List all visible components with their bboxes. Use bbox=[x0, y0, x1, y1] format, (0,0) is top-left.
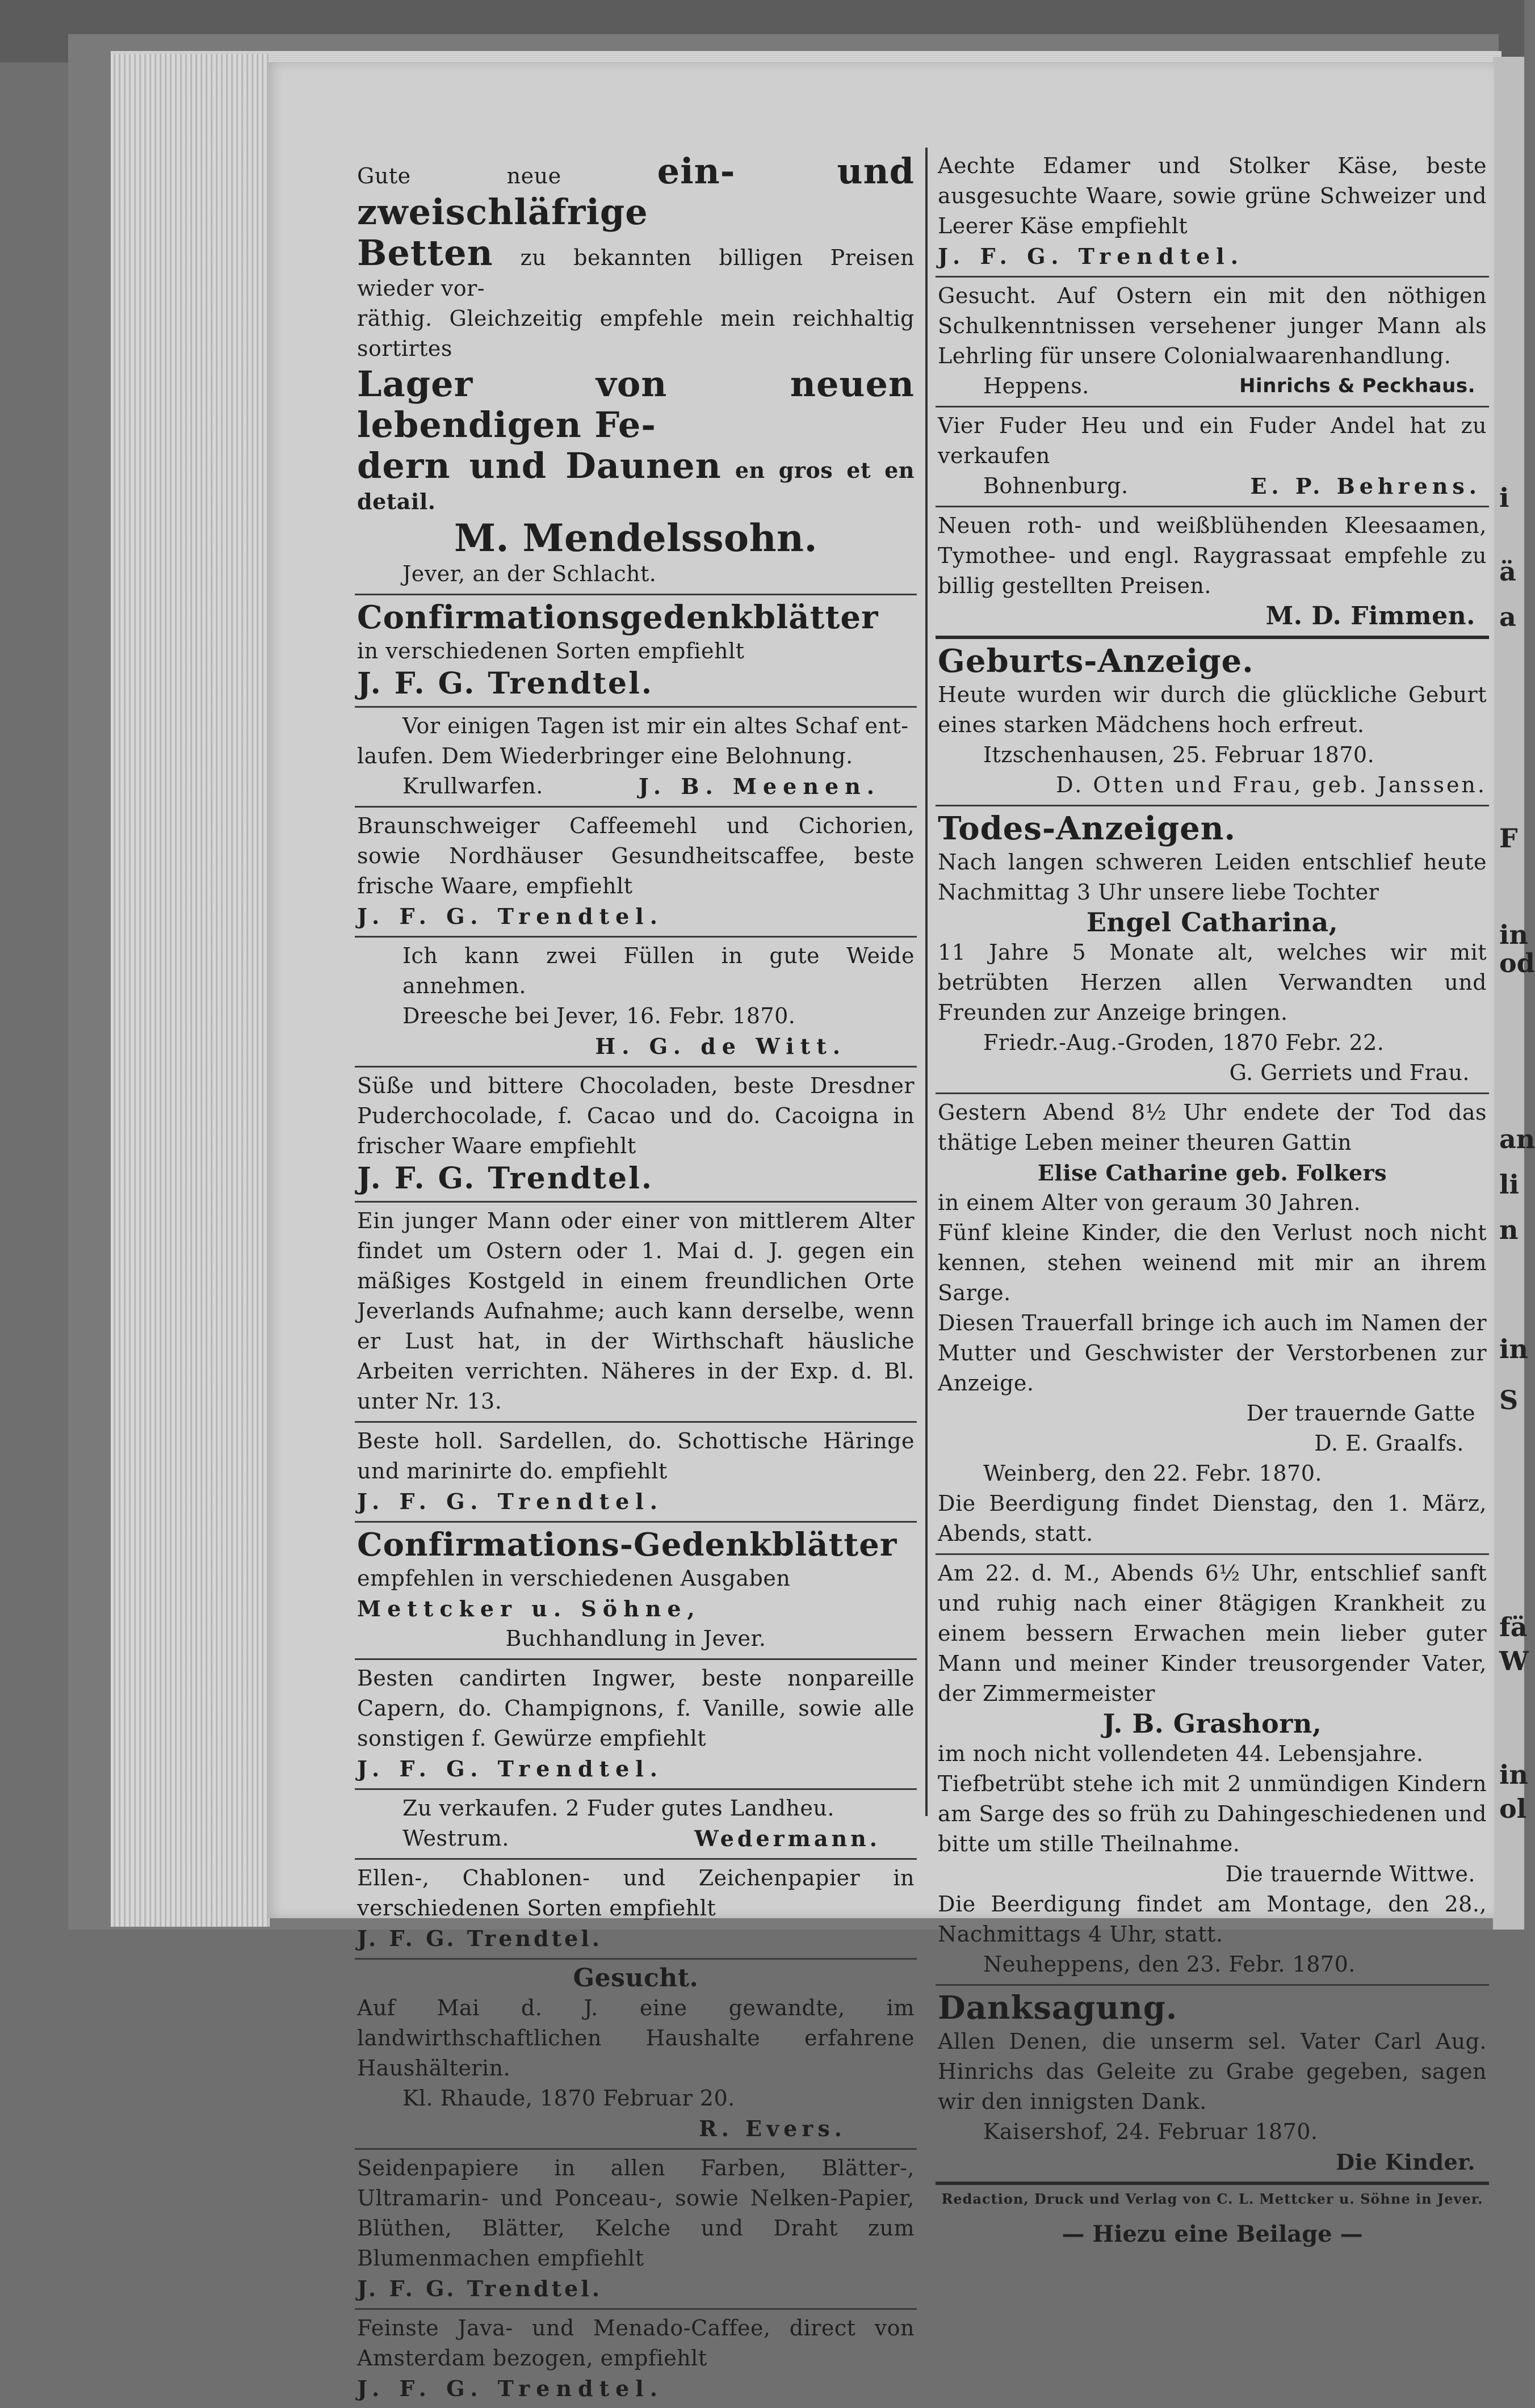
signature: H. G. de Witt. bbox=[595, 1033, 846, 1059]
ad-sardines: Beste holl. Sardellen, do. Schottische Häringe und marinirte do. empfiehlt J. F. G. Trendtel. bbox=[355, 1423, 917, 1523]
notice-death-2: Gestern Abend 8½ Uhr endete der Tod das thätige Leben meiner theuren Gattin Elise Catharine geb. Folkers in einem Alter von geraum 30 Jahren. Fünf kleine Kinder, die den Verlust noch nicht kennen, stehen weinend mit mir an ihrem Sarge. Diesen Trauerfall bringe ich auch im Namen der Mutter und Geschwister der Verstorbenen zur Anzeige. Der trauernde Gatte D. E. Graalfs. Weinberg, den 22. Febr. 1870. Die Beerdigung findet Dienstag, den 1. März, Abends, statt. bbox=[936, 1094, 1489, 1555]
fragment: od bbox=[1499, 948, 1535, 978]
left-column bbox=[355, 148, 917, 2408]
signature: D. E. Graalfs. bbox=[1314, 1431, 1464, 1456]
fragment: F bbox=[1499, 823, 1518, 854]
fragment: n bbox=[1499, 1214, 1519, 1245]
fragment: in bbox=[1499, 919, 1528, 950]
ad-hay-for-sale: Vier Fuder Heu und ein Fuder Andel hat zu verkaufen Bohnenburg. E. P. Behrens. bbox=[936, 407, 1489, 507]
adjacent-page-fragments bbox=[1496, 102, 1535, 1930]
signature: D. Otten und Frau, geb. Janssen. bbox=[1056, 772, 1487, 797]
notice-death-3: Am 22. d. M., Abends 6½ Uhr, entschlief sanft und ruhig nach einer 8tägigen Krankheit zu einem bessern Erwachen mein lieber guter Mann und meiner Kinder treusorgender Vater, der Zimmermeister J. B. Grashorn, im noch nicht vollendeten 44. Lebensjahre. Tiefbetrübt stehe ich mit 2 unmündigen Kindern am Sarge des so früh zu Dahingeschiedenen und bitte um stille Theilnahme. Die trauernde Wittwe. Die Beerdigung findet am Montage, den 28., Nachmittags 4 Uhr, statt. Neuheppens, den 23. Febr. 1870. bbox=[936, 1555, 1489, 1986]
ad-hay-sale: Zu verkaufen. 2 Fuder gutes Landheu. Westrum. Wedermann. bbox=[355, 1790, 917, 1860]
signature: M. D. Fimmen. bbox=[1265, 602, 1475, 631]
right-column bbox=[936, 148, 1489, 2270]
notice-birth: Geburts-Anzeige. Heute wurden wir durch die glückliche Geburt eines starken Mädchens hoch erfreut. Itzschenhausen, 25. Februar 1870. D. Otten und Frau, geb. Janssen. bbox=[936, 639, 1489, 806]
signature: J. F. G. Trendtel. bbox=[357, 666, 653, 701]
ad-confirmation-cards-2: Confirmations-Gedenkblätter empfehlen in verschiedenen Ausgaben Mettcker u. Söhne, Buchhandlung in Jever. bbox=[355, 1523, 917, 1660]
ad-confirmation-cards: Confirmationsgedenkblätter in verschiedenen Sorten empfiehlt J. F. G. Trendtel. bbox=[355, 595, 917, 708]
signature: J. F. G. Trendtel. bbox=[357, 1926, 602, 1951]
ad-lost-sheep: Vor einigen Tagen ist mir ein altes Schaf ent- laufen. Dem Wiederbringer eine Belohnung. Krullwarfen. J. B. Meenen. bbox=[355, 708, 917, 808]
fragment: in bbox=[1499, 1334, 1528, 1364]
ad-tissue-paper: Seidenpapiere in allen Farben, Blätter-, Ultramarin- und Ponceau-, sowie Nelken-Papier, Blüthen, Blätter, Kelche und Draht zum Blumenmachen empfiehlt J. F. G. Trendtel. bbox=[355, 2150, 917, 2310]
signature: J. F. G. Trendtel. bbox=[357, 2376, 664, 2401]
signature: G. Gerriets und Frau. bbox=[1229, 1060, 1470, 1085]
fragment: ol bbox=[1499, 1793, 1527, 1824]
signature: Die Kinder. bbox=[1336, 2149, 1475, 2175]
ad-apprentice-wanted: Gesucht. Auf Ostern ein mit den nöthigen Schulkenntnissen versehener junger Mann als Lehrling für unsere Colonialwaarenhandlung. Heppens. Hinrichs & Peckhaus. bbox=[936, 278, 1489, 407]
newspaper-page bbox=[267, 62, 1494, 2401]
ad-paper: Ellen-, Chablonen- und Zeichenpapier in verschiedenen Sorten empfiehlt J. F. G. Trendtel. bbox=[355, 1860, 917, 1960]
ad-mendelssohn: Gute neue ein- und zweischläfrige Betten zu bekannten billigen Preisen wieder vor- räthig. Gleichzeitig empfehle mein reichhaltig sortirtes Lager von neuen lebendigen Fe- dern und Daunen en gros et en detail. M. Mendelssohn. Jever, an der Schlacht. bbox=[355, 148, 917, 595]
ad-chocolates: Süße und bittere Chocoladen, beste Dresdner Puderchocolade, f. Cacao und do. Cacoigna in frischer Waare empfiehlt J. F. G. Trendtel. bbox=[355, 1068, 917, 1203]
signature: J. B. Meenen. bbox=[638, 774, 880, 799]
fragment: ä bbox=[1499, 556, 1516, 587]
signature: J. F. G. Trendtel. bbox=[938, 243, 1244, 269]
fragment: i bbox=[1499, 482, 1509, 513]
fragment: a bbox=[1499, 602, 1516, 632]
ad-ginger-spices: Besten candirten Ingwer, beste nonpareille Capern, do. Champignons, f. Vanille, sowie alle sonstigen f. Gewürze empfiehlt J. F. G. Trendtel. bbox=[355, 1660, 917, 1790]
signature: Wedermann. bbox=[694, 1826, 880, 1851]
signature: J. F. G. Trendtel. bbox=[357, 1489, 664, 1514]
fragment: li bbox=[1499, 1169, 1519, 1200]
signature: E. P. Behrens. bbox=[1250, 473, 1481, 499]
signature: J. F. G. Trendtel. bbox=[357, 1756, 664, 1781]
ad-coffee-meal: Braunschweiger Caffeemehl und Cichorien, sowie Nordhäuser Gesundheitscaffee, beste frische Waare, empfiehlt J. F. G. Trendtel. bbox=[355, 808, 917, 938]
signature: J. F. G. Trendtel. bbox=[357, 903, 664, 929]
notice-death-1: Todes-Anzeigen. Nach langen schweren Leiden entschlief heute Nachmittag 3 Uhr unsere liebe Tochter Engel Catharina, 11 Jahre 5 Monate alt, welches wir mit betrübten Herzen allen Verwandten und Freunden zur Anzeige bringen. Friedr.-Aug.-Groden, 1870 Febr. 22. G. Gerriets und Frau. bbox=[936, 806, 1489, 1094]
fragment: in bbox=[1499, 1759, 1528, 1790]
signature: Hinrichs & Peckhaus. bbox=[1239, 375, 1475, 397]
signature: Mettcker u. Söhne, bbox=[357, 1596, 701, 1621]
notice-thanks: Danksagung. Allen Denen, die unserm sel. Vater Carl Aug. Hinrichs das Geleite zu Grabe gegeben, sagen wir den innigsten Dank. Kaisershof, 24. Februar 1870. Die Kinder. bbox=[936, 1986, 1489, 2185]
ad-clover-seed: Neuen roth- und weißblühenden Kleesaamen, Tymothee- und engl. Raygrassaat empfehle zu billig gestellten Preisen. M. D. Fimmen. bbox=[936, 507, 1489, 639]
column-divider bbox=[925, 148, 928, 1816]
fragment: fä bbox=[1499, 1612, 1528, 1642]
fragment: S bbox=[1499, 1385, 1519, 1415]
signature: J. F. G. Trendtel. bbox=[357, 2276, 602, 2301]
ad-housekeeper-wanted: Gesucht. Auf Mai d. J. eine gewandte, im landwirthschaftlichen Haushalte erfahrene Haushälterin. Kl. Rhaude, 1870 Februar 20. R. Evers. bbox=[355, 1960, 917, 2150]
imprint: Redaction, Druck und Verlag von C. L. Mettcker u. Söhne in Jever. — Hiezu eine Beilage — bbox=[941, 2191, 1483, 2247]
signature: M. Mendelssohn. bbox=[454, 516, 818, 560]
ad-young-man-boarding: Ein junger Mann oder einer von mittlerem Alter findet um Ostern oder 1. Mai d. J. gegen ein mäßiges Kostgeld in einem freundlichen Orte Jeverlands Aufnahme; auch kann derselbe, wenn er Lust hat, in der Wirthschaft häusliche Arbeiten verrichten. Näheres in der Exp. d. Bl. unter Nr. 13. bbox=[355, 1203, 917, 1423]
signature: J. F. G. Trendtel. bbox=[357, 1161, 653, 1196]
ad-cheese: Aechte Edamer und Stolker Käse, beste ausgesuchte Waare, sowie grüne Schweizer und Leerer Käse empfiehlt J. F. G. Trendtel. bbox=[936, 148, 1489, 278]
ad-java-coffee: Feinste Java- und Menado-Caffee, direct von Amsterdam bezogen, empfiehlt J. F. G. Trendtel. bbox=[355, 2310, 917, 2408]
signature: Die trauernde Wittwe. bbox=[1225, 1861, 1475, 1886]
fragment: W bbox=[1499, 1646, 1529, 1676]
page-edges-left bbox=[111, 54, 270, 1927]
fragment: an bbox=[1499, 1124, 1535, 1154]
ad-foals-pasture: Ich kann zwei Füllen in gute Weide annehmen. Dreesche bei Jever, 16. Febr. 1870. H. G. de Witt. bbox=[355, 938, 917, 1068]
signature: R. Evers. bbox=[699, 2116, 846, 2141]
